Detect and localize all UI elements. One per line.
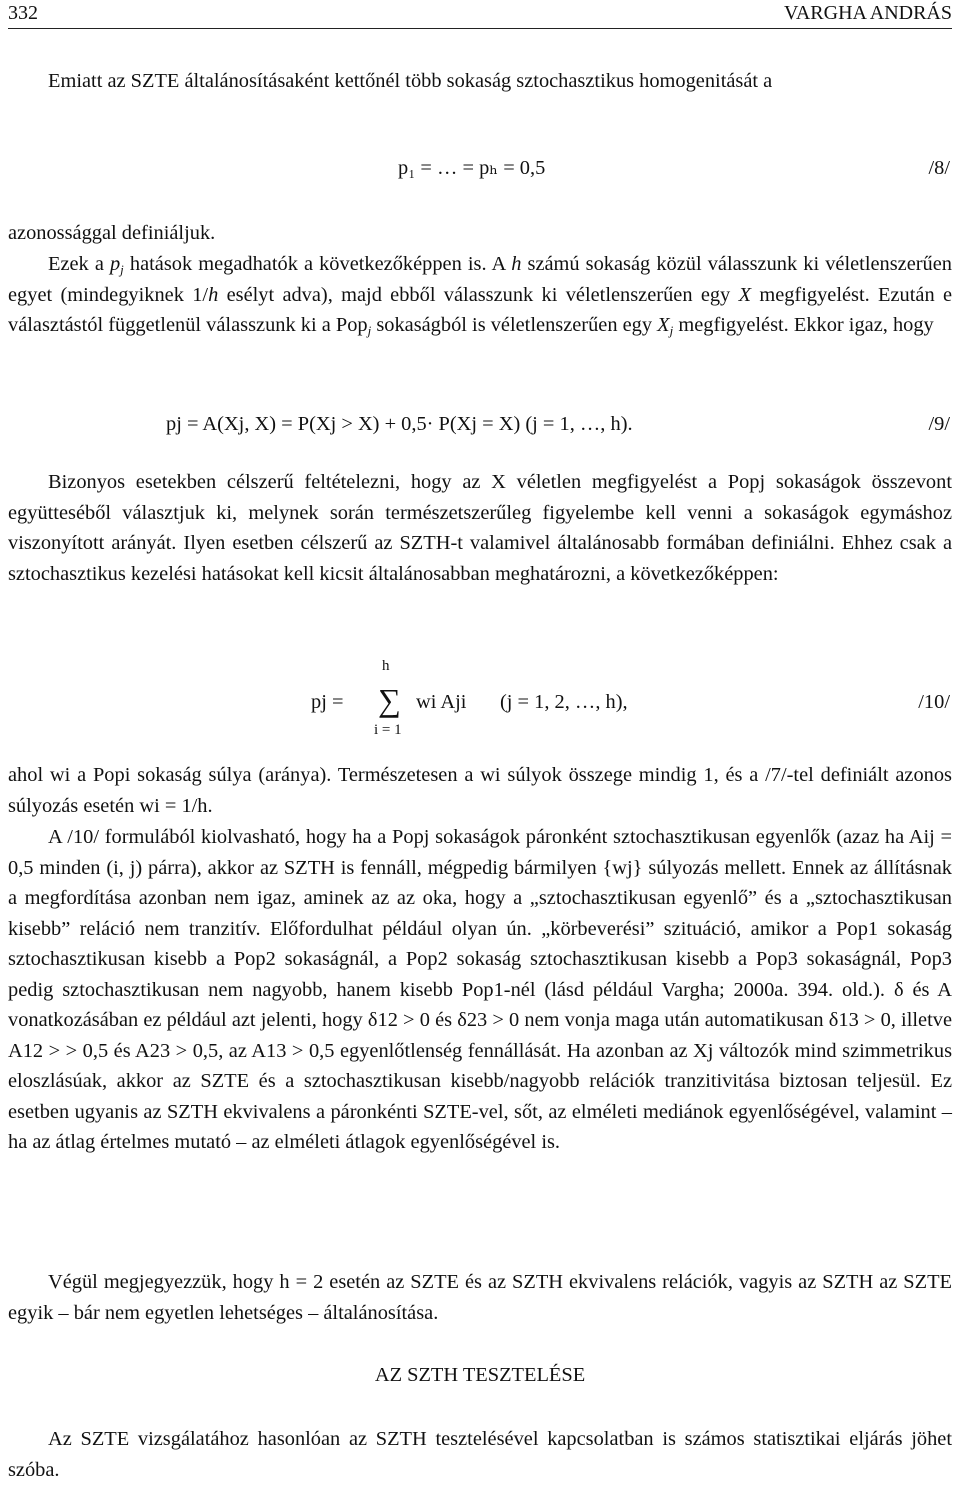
equation-9-body: pj = A(Xj, X) = P(Xj > X) + 0,5· P(Xj = X) (j = 1, …, h).	[166, 413, 633, 435]
paragraph-weights: ahol wi a Popi sokaság súlya (aránya). Természetesen a wi súlyok összege mindig 1, és a /7/-tel definiált azonos súlyozás esetén wi = 1/h.	[8, 764, 952, 817]
sum-upper-limit: h	[382, 658, 390, 674]
paragraph-conclusion: Végül megjegyezzük, hogy h = 2 esetén az SZTE és az SZTH ekvivalens relációk, vagyis az SZTH az SZTE egyik – bár nem egyetlen lehetséges – általánosítása.	[8, 1271, 952, 1324]
paragraph-effects: Ezek a $p_j$ hatások megadhatók a következőképpen is. A h számú sokaság közül válasszunk ki véletlenszerűen egyet (mindegyiknek 1/h esélyt adva), majd ebből válasszunk ki véletlenszerűen egy X megfigyelést. Ezután e választástól függetlenül válasszunk ki a Pop$_j$ sokaságból is véletlenszerűen egy $X_j$ megfigyelést. Ekkor igaz, hogy	[8, 253, 953, 338]
equation-10-number: /10/	[918, 691, 950, 713]
equation-9-number: /9/	[928, 413, 950, 435]
equation-10-summand: wi Aji	[416, 691, 467, 713]
paragraph-generalization: Bizonyos esetekben célszerű feltételezni, hogy az X véletlen megfigyelést a Popj sokaságok összevont együtteséből választjuk ki, melynek során természetszerűleg figyelembe kell venni a sokaságok egymáshoz viszonyított arányát. Ilyen esetben célszerű az SZTH-t valamivel általánosabb formában definiálni. Ehhez csak a sztochasztikus kezelési hatásokat kell kicsit általánosabban meghatározni, a következőképpen:	[8, 471, 952, 585]
equation-9	[8, 408, 952, 440]
equation-8-number: /8/	[928, 157, 950, 179]
equation-10-range: (j = 1, 2, …, h),	[500, 691, 628, 713]
paragraph-transitivity: A /10/ formulából kiolvasható, hogy ha a Popj sokaságok páronként sztochasztikusan egyenlők (azaz ha Aij = 0,5 minden (i, j) párra), akkor az SZTH is fennáll, mégpedig bármilyen {wj} súlyozás mellett. Ennek az állításnak a megfordítása azonban nem igaz, aminek az az oka, hogy a „sztochasztikusan egyenlő” és a „sztochasztikusan kisebb” reláció nem tranzitív. Előfordulhat például olyan ún. „körbeverési” szituáció, amikor a Pop1 sokaság sztochasztikusan kisebb a Pop2 sokaságnál, a Pop2 sokaság sztochasztikusan kisebb a Pop3 sokaságnál, Pop3 pedig sztochasztikusan nem nagyobb, hanem kisebb Pop1-nél (lásd például Vargha; 2000a. 394. old.). δ és A vonatkozásában ez például azt jelenti, hogy δ12 > 0 és δ23 > 0 nem vonja maga után automatikusan δ13 > 0, illetve A12 > > 0,5 és A23 > 0,5, az A13 > 0,5 egyenlőtlenség fennállását. Ha azonban az Xj változók mind szimmetrikus eloszlásúak, akkor az SZTE és a sztochasztikusan kisebb/nagyobb relációk tranzitivitása biztosan teljesül. Ez esetben ugyanis az SZTH ekvivalens a páronkénti SZTE-vel, sőt, az elméleti mediánok egyenlőségével, valamint – ha az átlag értelmes mutató – az elméleti átlagok egyenlőségével is.	[8, 826, 952, 1153]
running-header	[8, 2, 952, 29]
running-head-author: VARGHA ANDRÁS	[783, 2, 952, 24]
sum-lower-limit: i = 1	[374, 722, 402, 738]
equation-8-body: p₁ = … = pₕ = 0,5	[398, 157, 546, 179]
paragraph-intro: Emiatt az SZTE általánosításaként kettőnél több sokaság sztochasztikus homogenitását a	[48, 70, 773, 92]
equation-10-lhs: pj =	[311, 691, 344, 713]
paragraph-testing: Az SZTE vizsgálatához hasonlóan az SZTH tesztelésével kapcsolatban is számos statisztikai eljárás jöhet szóba.	[8, 1428, 952, 1481]
section-heading: AZ SZTH TESZTELÉSE	[374, 1364, 586, 1386]
equation-8	[8, 152, 952, 184]
equation-10	[8, 658, 952, 742]
paragraph-definition: azonossággal definiáljuk.	[8, 222, 216, 244]
summation-sign: ∑	[378, 682, 401, 718]
page-number: 332	[8, 2, 38, 24]
